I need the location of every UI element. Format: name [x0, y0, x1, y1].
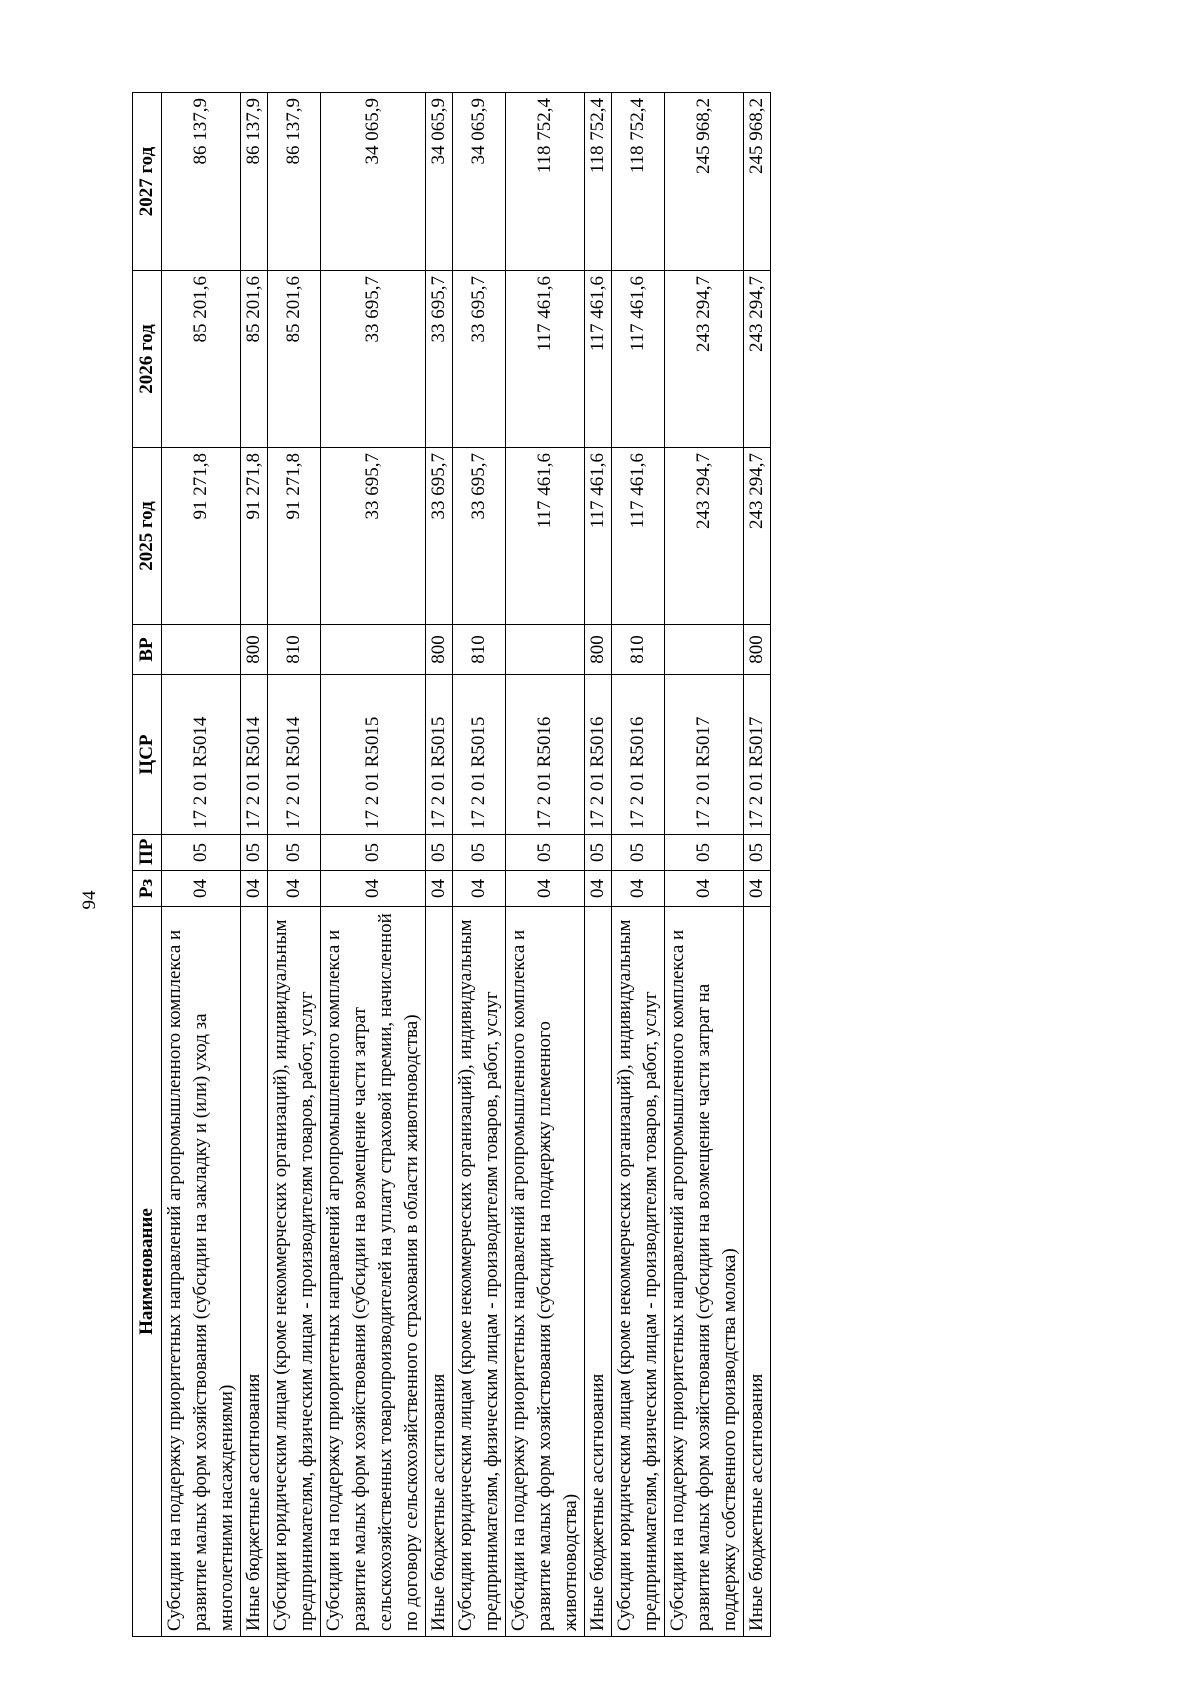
table-row: [321, 93, 426, 1637]
cell-pr: 05: [453, 835, 506, 871]
cell-csr: 17 2 01 R5015: [453, 675, 506, 835]
cell-csr: 17 2 01 R5016: [612, 675, 665, 835]
cell-rz: 04: [585, 871, 612, 907]
cell-name: Иные бюджетные ассигнования: [426, 907, 453, 1637]
cell-vr: [665, 625, 744, 675]
cell-2027: 86 137,9: [241, 93, 268, 271]
cell-csr: 17 2 01 R5014: [268, 675, 321, 835]
page-number: 94: [79, 890, 100, 910]
table-row: [744, 93, 771, 1637]
table-row: [612, 93, 665, 1637]
cell-2026: 85 201,6: [162, 271, 241, 448]
table-row: [585, 93, 612, 1637]
cell-2025: 117 461,6: [612, 448, 665, 625]
cell-2025: 117 461,6: [506, 448, 585, 625]
header-rz: Рз: [133, 871, 162, 907]
header-csr: ЦСР: [133, 675, 162, 835]
cell-2025: 91 271,8: [241, 448, 268, 625]
cell-pr: 05: [744, 835, 771, 871]
cell-rz: 04: [321, 871, 426, 907]
header-2026: 2026 год: [133, 271, 162, 448]
cell-name: Субсидии юридическим лицам (кроме некоммерческих организаций), индивидуальным предпринимателям, физическим лицам - производителям товаров, работ, услуг: [612, 907, 665, 1637]
cell-2025: 243 294,7: [744, 448, 771, 625]
cell-vr: 810: [268, 625, 321, 675]
cell-rz: 04: [162, 871, 241, 907]
table-row: [506, 93, 585, 1637]
cell-2025: 33 695,7: [453, 448, 506, 625]
cell-2026: 117 461,6: [585, 271, 612, 448]
cell-2027: 34 065,9: [426, 93, 453, 271]
cell-2027: 245 968,2: [665, 93, 744, 271]
cell-rz: 04: [506, 871, 585, 907]
cell-2025: 243 294,7: [665, 448, 744, 625]
cell-csr: 17 2 01 R5016: [585, 675, 612, 835]
table-header-row: [133, 93, 162, 1637]
cell-vr: 800: [426, 625, 453, 675]
cell-vr: 800: [585, 625, 612, 675]
table-row: [665, 93, 744, 1637]
header-pr: ПР: [133, 835, 162, 871]
cell-csr: 17 2 01 R5015: [321, 675, 426, 835]
cell-name: Субсидии на поддержку приоритетных направлений агропромышленного комплекса и развитие малых форм хозяйствования (субсидии на закладку и (или) уход за многолетними насаждениями): [162, 907, 241, 1637]
header-2025: 2025 год: [133, 448, 162, 625]
cell-vr: 810: [453, 625, 506, 675]
table-row: [241, 93, 268, 1637]
cell-2027: 118 752,4: [585, 93, 612, 271]
cell-vr: 800: [241, 625, 268, 675]
cell-2026: 117 461,6: [506, 271, 585, 448]
cell-pr: 05: [665, 835, 744, 871]
cell-name: Иные бюджетные ассигнования: [744, 907, 771, 1637]
header-vr: ВР: [133, 625, 162, 675]
cell-2025: 117 461,6: [585, 448, 612, 625]
cell-2026: 85 201,6: [241, 271, 268, 448]
cell-2027: 245 968,2: [744, 93, 771, 271]
table-row: [453, 93, 506, 1637]
cell-2027: 118 752,4: [506, 93, 585, 271]
cell-2026: 33 695,7: [321, 271, 426, 448]
cell-2025: 33 695,7: [321, 448, 426, 625]
cell-rz: 04: [453, 871, 506, 907]
cell-pr: 05: [321, 835, 426, 871]
cell-pr: 05: [162, 835, 241, 871]
cell-2027: 34 065,9: [453, 93, 506, 271]
budget-table: [132, 92, 771, 1637]
cell-rz: 04: [268, 871, 321, 907]
cell-name: Субсидии на поддержку приоритетных направлений агропромышленного комплекса и развитие малых форм хозяйствования (субсидии на возмещение части затрат сельскохозяйственных товаропроизводителей на уплату страховой премии, начисленной по договору сельскохозяйственного страхования в области животноводства): [321, 907, 426, 1637]
cell-vr: [321, 625, 426, 675]
cell-rz: 04: [744, 871, 771, 907]
header-name: Наименование: [133, 907, 162, 1637]
cell-rz: 04: [241, 871, 268, 907]
cell-2026: 243 294,7: [744, 271, 771, 448]
cell-name: Субсидии юридическим лицам (кроме некоммерческих организаций), индивидуальным предпринимателям, физическим лицам - производителям товаров, работ, услуг: [453, 907, 506, 1637]
cell-pr: 05: [426, 835, 453, 871]
cell-2027: 34 065,9: [321, 93, 426, 271]
cell-name: Субсидии на поддержку приоритетных направлений агропромышленного комплекса и развитие малых форм хозяйствования (субсидии на возмещение части затрат на поддержку собственного производства молока): [665, 907, 744, 1637]
rotated-table-container: [132, 93, 771, 1637]
cell-rz: 04: [612, 871, 665, 907]
cell-csr: 17 2 01 R5014: [162, 675, 241, 835]
cell-csr: 17 2 01 R5015: [426, 675, 453, 835]
cell-rz: 04: [426, 871, 453, 907]
cell-pr: 05: [268, 835, 321, 871]
table-row: [162, 93, 241, 1637]
cell-2026: 85 201,6: [268, 271, 321, 448]
table-row: [268, 93, 321, 1637]
cell-csr: 17 2 01 R5017: [665, 675, 744, 835]
cell-pr: 05: [612, 835, 665, 871]
cell-vr: 810: [612, 625, 665, 675]
cell-2027: 86 137,9: [162, 93, 241, 271]
cell-2027: 118 752,4: [612, 93, 665, 271]
cell-name: Субсидии на поддержку приоритетных направлений агропромышленного комплекса и развитие малых форм хозяйствования (субсидии на поддержку племенного животноводства): [506, 907, 585, 1637]
cell-2026: 33 695,7: [453, 271, 506, 448]
cell-vr: [506, 625, 585, 675]
cell-name: Иные бюджетные ассигнования: [585, 907, 612, 1637]
cell-2027: 86 137,9: [268, 93, 321, 271]
cell-vr: [162, 625, 241, 675]
cell-pr: 05: [585, 835, 612, 871]
cell-rz: 04: [665, 871, 744, 907]
cell-vr: 800: [744, 625, 771, 675]
cell-2026: 243 294,7: [665, 271, 744, 448]
table-row: [426, 93, 453, 1637]
header-2027: 2027 год: [133, 93, 162, 271]
cell-pr: 05: [241, 835, 268, 871]
cell-2025: 91 271,8: [162, 448, 241, 625]
cell-pr: 05: [506, 835, 585, 871]
cell-2025: 33 695,7: [426, 448, 453, 625]
cell-csr: 17 2 01 R5016: [506, 675, 585, 835]
cell-csr: 17 2 01 R5017: [744, 675, 771, 835]
cell-2026: 117 461,6: [612, 271, 665, 448]
cell-2025: 91 271,8: [268, 448, 321, 625]
cell-2026: 33 695,7: [426, 271, 453, 448]
cell-name: Субсидии юридическим лицам (кроме некоммерческих организаций), индивидуальным предпринимателям, физическим лицам - производителям товаров, работ, услуг: [268, 907, 321, 1637]
cell-csr: 17 2 01 R5014: [241, 675, 268, 835]
cell-name: Иные бюджетные ассигнования: [241, 907, 268, 1637]
